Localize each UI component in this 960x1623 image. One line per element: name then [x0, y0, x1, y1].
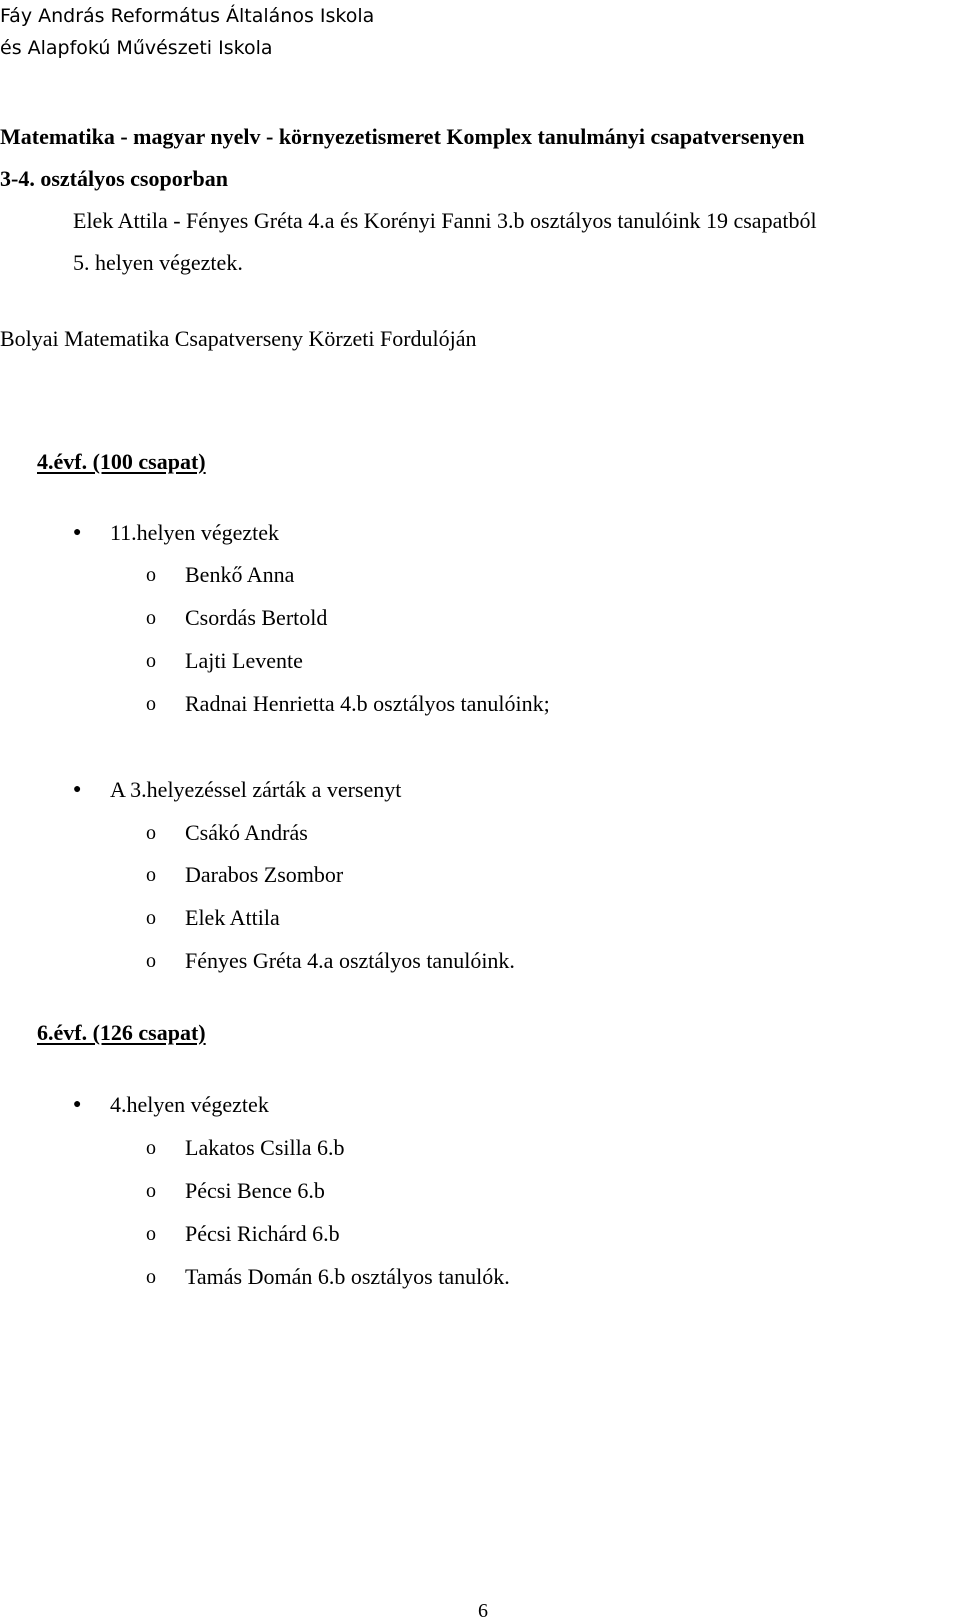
competition1-title: Matematika - magyar nyelv - környezetismeret Komplex tanulmányi csapatversenyen	[0, 124, 805, 149]
team-member: Darabos Zsombor	[185, 862, 344, 887]
team-member: Csákó András	[185, 820, 308, 845]
team-member: Radnai Henrietta 4.b osztályos tanulóink;	[185, 691, 550, 716]
team-member: Pécsi Richárd 6.b	[185, 1221, 340, 1246]
competition1-result-line1: Elek Attila - Fényes Gréta 4.a és Korényi Fanni 3.b osztályos tanulóink 19 csapatból	[73, 208, 817, 233]
circle-bullet-icon: o	[146, 950, 156, 972]
bullet-icon: ●	[73, 525, 82, 540]
circle-bullet-icon: o	[146, 607, 156, 629]
school-header	[0, 0, 374, 64]
school-name-line2: és Alapfokú Művészeti Iskola	[0, 37, 273, 59]
team-member: Fényes Gréta 4.a osztályos tanulóink.	[185, 948, 515, 973]
result-label: A 3.helyezéssel zárták a versenyt	[110, 777, 402, 802]
result-label: 11.helyen végeztek	[110, 520, 279, 545]
circle-bullet-icon: o	[146, 907, 156, 929]
circle-bullet-icon: o	[146, 822, 156, 844]
result-label: 4.helyen végeztek	[110, 1092, 269, 1117]
team-member: Lajti Levente	[185, 648, 303, 673]
circle-bullet-icon: o	[146, 564, 156, 586]
circle-bullet-icon: o	[146, 1180, 156, 1202]
competition1-result-line2: 5. helyen végeztek.	[73, 250, 243, 275]
competition2-title: Bolyai Matematika Csapatverseny Körzeti Fordulóján	[0, 326, 477, 351]
grade4-heading: 4.évf. (100 csapat)	[37, 449, 206, 474]
team-member: Benkő Anna	[185, 562, 295, 587]
page-number: 6	[478, 1600, 488, 1622]
bullet-icon: ●	[73, 782, 82, 797]
bullet-icon: ●	[73, 1097, 82, 1112]
circle-bullet-icon: o	[146, 1223, 156, 1245]
circle-bullet-icon: o	[146, 864, 156, 886]
grade6-heading: 6.évf. (126 csapat)	[37, 1020, 206, 1045]
circle-bullet-icon: o	[146, 650, 156, 672]
team-member: Pécsi Bence 6.b	[185, 1178, 325, 1203]
competition1-category: 3-4. osztályos csoporban	[0, 166, 228, 191]
circle-bullet-icon: o	[146, 693, 156, 715]
school-name-line1: Fáy András Református Általános Iskola	[0, 5, 375, 27]
circle-bullet-icon: o	[146, 1137, 156, 1159]
team-member: Lakatos Csilla 6.b	[185, 1135, 345, 1160]
team-member: Elek Attila	[185, 905, 280, 930]
team-member: Tamás Domán 6.b osztályos tanulók.	[185, 1264, 510, 1289]
team-member: Csordás Bertold	[185, 605, 328, 630]
circle-bullet-icon: o	[146, 1266, 156, 1288]
